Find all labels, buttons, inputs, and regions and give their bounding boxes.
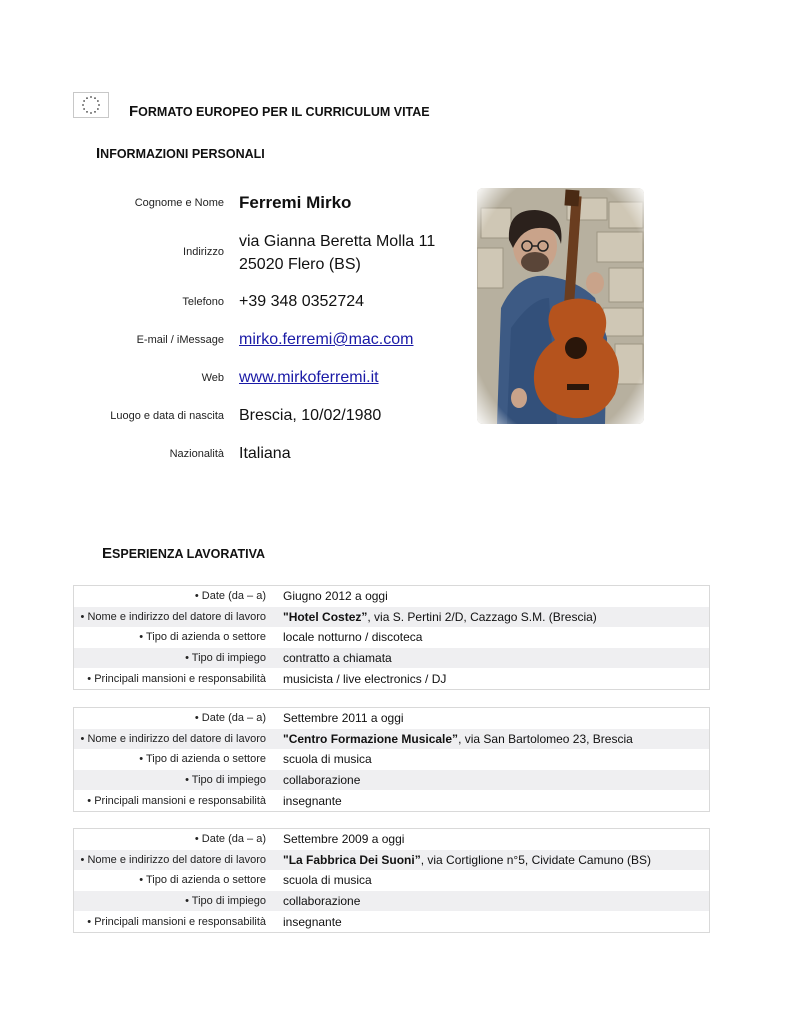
job-sector-value: locale notturno / discoteca — [283, 630, 423, 645]
label-name: Cognome e Nome — [134, 197, 224, 209]
job-type-label: • Tipo di impiego — [185, 652, 266, 665]
eu-flag-icon — [73, 92, 109, 118]
job-type-value: collaborazione — [283, 894, 361, 909]
job-employer-label: • Nome e indirizzo del datore di lavoro — [80, 853, 266, 866]
label-email: E-mail / iMessage — [136, 334, 224, 346]
value-name: Ferremi Mirko — [239, 193, 352, 212]
job-type-label: • Tipo di impiego — [185, 895, 266, 908]
label-nationality: Nazionalità — [169, 448, 224, 460]
job-employer-value — [283, 610, 597, 624]
job-duties-label: • Principali mansioni e responsabilità — [87, 915, 266, 928]
job-sector-value: scuola di musica — [283, 752, 372, 767]
employer-address: , via San Bartolomeo 23, Brescia — [458, 731, 633, 746]
job-duties-value: musicista / live electronics / DJ — [283, 671, 447, 686]
employer-name: "La Fabbrica Dei Suoni” — [283, 852, 421, 867]
job-sector-label: • Tipo di azienda o settore — [139, 753, 266, 766]
value-address-line2: 25020 Flero (BS) — [239, 256, 361, 273]
job-date-label: • Date (da – a) — [194, 712, 266, 725]
job-employer-label: • Nome e indirizzo del datore di lavoro — [80, 732, 266, 745]
job-entry — [73, 707, 710, 812]
job-employer-value — [283, 732, 633, 746]
label-birth: Luogo e data di nascita — [110, 410, 224, 422]
job-date-value: Settembre 2009 a oggi — [283, 832, 405, 847]
document-title: FORMATO EUROPEO PER IL CURRICULUM VITAE — [129, 103, 430, 120]
employer-address: , via Cortiglione n°5, Cividate Camuno (BS) — [420, 852, 651, 867]
employer-address: , via S. Pertini 2/D, Cazzago S.M. (Brescia) — [367, 609, 597, 624]
value-phone: +39 348 0352724 — [239, 293, 365, 310]
job-sector-value: scuola di musica — [283, 873, 372, 888]
job-employer-label: • Nome e indirizzo del datore di lavoro — [80, 610, 266, 623]
job-duties-value: insegnante — [283, 793, 342, 808]
job-date-value: Giugno 2012 a oggi — [283, 589, 388, 604]
job-duties-label: • Principali mansioni e responsabilità — [87, 672, 266, 685]
job-date-label: • Date (da – a) — [194, 833, 266, 846]
job-date-label: • Date (da – a) — [194, 590, 266, 603]
label-address: Indirizzo — [183, 246, 224, 258]
value-birth: Brescia, 10/02/1980 — [239, 407, 382, 424]
label-phone: Telefono — [182, 296, 224, 308]
value-address-line1: via Gianna Beretta Molla 11 — [239, 233, 436, 250]
job-duties-label: • Principali mansioni e responsabilità — [87, 794, 266, 807]
job-employer-value — [283, 853, 651, 867]
job-type-value: collaborazione — [283, 773, 361, 788]
job-type-value: contratto a chiamata — [283, 651, 392, 666]
web-link[interactable]: www.mirkoferremi.it — [239, 369, 379, 386]
label-web: Web — [201, 372, 224, 384]
section-title-work: ESPERIENZA LAVORATIVA — [102, 545, 266, 562]
employer-name: "Centro Formazione Musicale” — [283, 731, 459, 746]
job-duties-value: insegnante — [283, 914, 342, 929]
job-type-label: • Tipo di impiego — [185, 774, 266, 787]
profile-photo — [477, 188, 644, 424]
job-sector-label: • Tipo di azienda o settore — [139, 874, 266, 887]
job-sector-label: • Tipo di azienda o settore — [139, 631, 266, 644]
value-nationality: Italiana — [239, 445, 291, 462]
section-title-personal: INFORMAZIONI PERSONALI — [96, 145, 265, 162]
employer-name: "Hotel Costez” — [283, 609, 368, 624]
job-entry — [73, 585, 710, 690]
job-date-value: Settembre 2011 a oggi — [283, 711, 404, 726]
email-link[interactable]: mirko.ferremi@mac.com — [239, 331, 414, 348]
job-entry — [73, 828, 710, 933]
